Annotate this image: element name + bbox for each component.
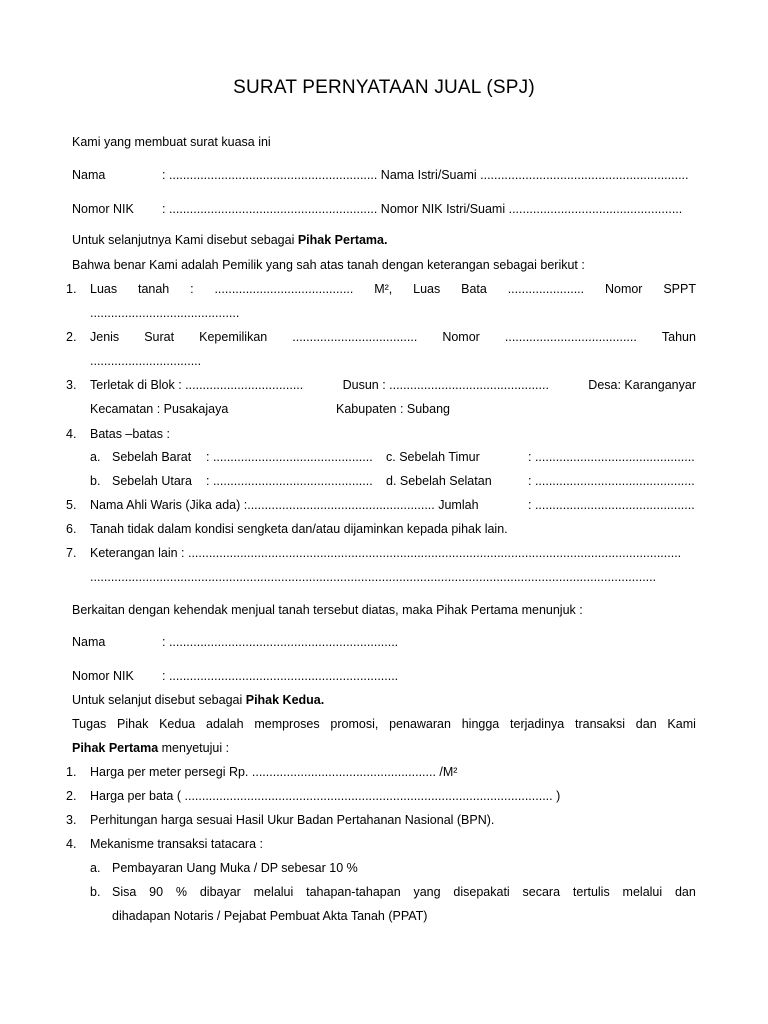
pihak-pertama-label: Pihak Pertama. [297, 233, 388, 247]
nik-field-2: : .................................................................. [162, 669, 399, 683]
sisa-pembayaran-cont: dihadapan Notaris / Pejabat Pembuat Akta Tanah (PPAT) [112, 909, 428, 923]
item-jenis-surat-cont: ................................ [90, 354, 202, 368]
berkaitan-statement: Berkaitan dengan kehendak menjual tanah tersebut diatas, maka Pihak Pertama menunjuk : [72, 603, 583, 617]
word: : [190, 282, 194, 296]
word: Sisa [112, 885, 137, 899]
mekanisme-heading: Mekanisme transaksi tatacara : [90, 837, 263, 851]
blok-field: Terletak di Blok : .................................. [90, 378, 304, 392]
pihak-pertama-label: Pihak Pertama [72, 741, 159, 755]
word: Nomor [442, 330, 480, 344]
word: terjadinya [510, 717, 565, 731]
term-number: 2. [66, 789, 77, 803]
word: Bata [461, 282, 487, 296]
item-jenis-surat [90, 329, 696, 345]
sengketa-statement: Tanah tidak dalam kondisi sengketa dan/atau dijaminkan kepada pihak lain. [90, 522, 508, 536]
sub-mark: a. [90, 450, 101, 464]
pihak-kedua-statement [72, 692, 324, 708]
sub-mark: a. [90, 861, 101, 875]
document-title: SURAT PERNYATAAN JUAL (SPJ) [233, 77, 535, 98]
nama-label: Nama [72, 168, 106, 182]
item-number: 2. [66, 330, 77, 344]
item-number: 6. [66, 522, 77, 536]
word: tahapan-tahapan [306, 885, 401, 899]
intro-text: Kami yang membuat surat kuasa ini [72, 135, 271, 149]
batas-selatan-label: d. Sebelah Selatan [386, 474, 492, 488]
nik-field: : ............................................................ Nomor NIK Istri/Suami .................................................. [162, 202, 683, 216]
word: Jenis [90, 330, 120, 344]
batas-timur-field: : .............................................. [528, 450, 695, 464]
uang-muka-term: Pembayaran Uang Muka / DP sebesar 10 % [112, 861, 358, 875]
pihak-kedua-label: Pihak Kedua. [245, 693, 325, 707]
word: Pihak [117, 717, 149, 731]
sub-mark: b. [90, 885, 101, 899]
word: Kedua [159, 717, 196, 731]
statement-text: menyetujui : [158, 741, 230, 755]
word: .................................... [292, 330, 418, 344]
pihak-pertama-statement [72, 232, 387, 248]
word: dibayar [199, 885, 241, 899]
word: M², [374, 282, 393, 296]
nama-field: : ............................................................ Nama Istri/Suami ............................................................ [162, 168, 689, 182]
harga-meter-field: Harga per meter persegi Rp. ..................................................... /M² [90, 765, 458, 779]
word: tertulis [572, 885, 610, 899]
word: hingga [461, 717, 500, 731]
dusun-field: Dusun : .............................................. [342, 378, 549, 392]
word: adalah [206, 717, 244, 731]
word: Surat [144, 330, 175, 344]
sub-mark: b. [90, 474, 101, 488]
word: memproses [254, 717, 320, 731]
word: yang [413, 885, 441, 899]
word: melalui [622, 885, 663, 899]
word: ........................................ [214, 282, 354, 296]
batas-timur-label: c. Sebelah Timur [386, 450, 480, 464]
batas-utara-field: : .............................................. [206, 474, 373, 488]
item-luas-tanah-cont: ........................................... [90, 306, 240, 320]
item-number: 1. [66, 282, 77, 296]
harga-bata-field: Harga per bata ( .......................................................................................................... ) [90, 789, 561, 803]
word: SPPT [663, 282, 696, 296]
word: disepakati [453, 885, 510, 899]
kabupaten-field: Kabupaten : Subang [336, 402, 450, 416]
kecamatan-field: Kecamatan : Pusakajaya [90, 402, 229, 416]
batas-utara-label: Sebelah Utara [112, 474, 192, 488]
word: melalui [253, 885, 294, 899]
word: 90 [149, 885, 164, 899]
word: tanah [137, 282, 170, 296]
batas-barat-label: Sebelah Barat [112, 450, 192, 464]
word: ...................................... [504, 330, 637, 344]
word: Tahun [661, 330, 696, 344]
term-number: 4. [66, 837, 77, 851]
keterangan-field: Keterangan lain : .............................................................................................................................................. [90, 546, 682, 560]
word: ...................... [507, 282, 585, 296]
item-number: 4. [66, 427, 77, 441]
jumlah-field: : .............................................. [528, 498, 695, 512]
word: Kami [667, 717, 696, 731]
item-number: 7. [66, 546, 77, 560]
word: Tugas [72, 717, 107, 731]
term-number: 3. [66, 813, 77, 827]
nama-label-2: Nama [72, 635, 106, 649]
keterangan-cont: ................................................................................................................................................................... [90, 570, 657, 584]
nik-label-2: Nomor NIK [72, 669, 134, 683]
word: dan [674, 885, 696, 899]
tugas-statement [72, 716, 696, 732]
batas-barat-field: : .............................................. [206, 450, 373, 464]
word: promosi, [330, 717, 379, 731]
word: dan [635, 717, 657, 731]
batas-selatan-field: : .............................................. [528, 474, 695, 488]
item-number: 3. [66, 378, 77, 392]
perhitungan-harga: Perhitungan harga sesuai Hasil Ukur Badan Pertahanan Nasional (BPN). [90, 813, 495, 827]
item-number: 5. [66, 498, 77, 512]
statement-text: Untuk selanjut disebut sebagai [72, 693, 246, 707]
word: penawaran [389, 717, 451, 731]
item-luas-tanah [90, 281, 696, 297]
ownership-statement: Bahwa benar Kami adalah Pemilik yang sah atas tanah dengan keterangan sebagai berikut : [72, 258, 585, 272]
word: Nomor [604, 282, 643, 296]
term-number: 1. [66, 765, 77, 779]
item-lokasi [90, 377, 696, 393]
word: secara [522, 885, 561, 899]
nama-field-2: : .................................................................. [162, 635, 399, 649]
ahli-waris-field: Nama Ahli Waris (Jika ada) :...................................................... Jumlah [90, 498, 479, 512]
word: % [175, 885, 188, 899]
batas-heading: Batas –batas : [90, 427, 170, 441]
nik-label: Nomor NIK [72, 202, 134, 216]
word: Kepemilikan [199, 330, 268, 344]
word: Luas [413, 282, 441, 296]
tugas-statement-cont [72, 740, 229, 756]
desa-field: Desa: Karanganyar [588, 378, 696, 392]
statement-text: Untuk selanjutnya Kami disebut sebagai [72, 233, 298, 247]
word: transaksi [575, 717, 626, 731]
word: Luas [90, 282, 118, 296]
sisa-pembayaran-term [112, 884, 696, 900]
